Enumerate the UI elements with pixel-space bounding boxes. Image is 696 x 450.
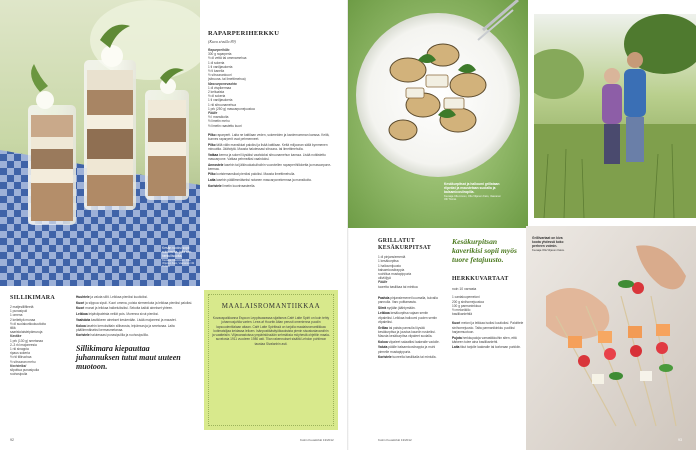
skewers-photo-caption <box>532 236 568 252</box>
ingredient-heading: Kastike <box>10 334 22 339</box>
ingredient: 1 cantaloupemeloni <box>452 295 480 300</box>
skewer-steps <box>452 321 526 349</box>
ingredient: ½ limetin mehu <box>208 119 230 124</box>
ingredient: 1 rkl sinappia <box>10 347 29 352</box>
recipe-step: Pilko koristemansikat pieniksi paloiksi. Mausta limettimehulla. <box>208 172 296 177</box>
ingredient: ½ limetin raastettu kuori <box>208 123 242 128</box>
zucchini-photo-caption-text: Kesäkurpitsat ja halloumi grillataan riipeäst ja maustetaan suolalla ja balsamicosiirapilla. <box>444 182 500 195</box>
skewer-column <box>452 238 526 351</box>
garden-couple-photo <box>534 14 696 218</box>
ingredient: ½ dl sokeria <box>208 94 226 99</box>
skewers-photo <box>526 226 696 450</box>
ingredient: oliiviöljyä <box>378 276 391 281</box>
ingredient-heading: Koristeiksi <box>10 363 27 368</box>
ingredient: 1 prk (130 g) smetanaa <box>10 338 43 343</box>
ingredient-heading: Päälle <box>378 280 388 285</box>
box-body: Kuvauspaikkanna Espoon Leppävaarassa sijaitseva Café Latte Spirit on kuin tehty juhannusjuhlia varten. Leea af Hourtin Aitan perusti omenienna puodin lapsuudentilalaan aitaan. Café Latte Spiritissä on tarjolla maalaisromantiikkaa kotimaisiljaa keidassa leiluen. Isänpostikäsityöikauksista pienin sisustustavaroihin ja vaatteisiin. Viljavarastoissa ympäristössään sehmäksia möyhestä ohjeltiin maala-suvelosta 1911 vuodeen 1980 asti. Tilan rakennukset sisältä Lehdon pohtimon taustaa Sivalanhin asti. <box>212 316 330 346</box>
skewers-photo-caption-text: Grillivartaat on kiva koota yhdessä koko perheen voimin. <box>532 236 564 249</box>
ingredient: ½ l mansikoita <box>208 115 229 120</box>
zucchini-steps <box>378 296 440 360</box>
ingredient: 1 halloumijuusto <box>378 263 402 268</box>
herring-steps-column <box>76 295 196 371</box>
herring-ingredient-list <box>10 305 72 376</box>
ingredient: 1 prk (250 g) mascarponejuustoa <box>208 106 255 111</box>
box-dotted-border <box>208 294 334 426</box>
recipe-step: Pujota herkkupaloja varrastikkuihin siten, että kärkeen tulee aina basilikanlehti. <box>452 335 517 344</box>
ingredient: tilliä <box>10 326 16 331</box>
recipe-step: Huuhtele ja valuta sillit. Leikkaa pieniksi kuutioiksi. <box>76 295 148 299</box>
recipe-step: Vaahdota kastikkeen ainekset keskenään. Lisää majoneesi ja maustet. <box>76 317 177 322</box>
recipe-step: Kokoa lasehin kerroksittain silliseosta, leipämuruja ja smetanaa. Laita päällimmäiseksi kermasmetanaa. <box>76 323 175 332</box>
recipe-step: Valuta päälle balsamicosiirappia ja muhi pirmelle mustapippuria. <box>378 345 436 354</box>
ingredient: 1 kesäkurpitsa <box>378 259 399 264</box>
rhubarb-recipe-title: RAPARPERIHERKKU <box>208 30 280 37</box>
right-page-number: 93 <box>678 438 682 442</box>
recipe-step: Laita lasehin päällimmäiseksi notanen mascarponekermaa ja mansikoita. <box>208 178 312 183</box>
recipe-step: Kuori meloni ja leikkaa isoiksi kuutioiksi. Paloittele sinihomejuusto. Taita parmanikinkku puoliksi harjanmuotoon. <box>452 321 524 334</box>
ingredient: ½ tl kanelia <box>208 69 225 74</box>
ingredient: ½ dl suolakurkkukuutioita <box>10 321 46 326</box>
recipe-step: Laita tikut tarjolle laakealle tai korkeaan purkkiin. <box>452 345 521 350</box>
ingredient: 1 tl vaniljasokeria <box>208 64 233 69</box>
left-magazine-footer: Kotiin Kuuskirkki 13/2012 <box>300 438 334 442</box>
ingredient: 2–3 rkl majoneesia <box>10 342 37 347</box>
ingredient: 1 dl pinjansiemeniä <box>378 255 406 260</box>
recipe-step: Vatkaa kerma ja sokeri löysäksi vaahdoksi sitruunamehun kanssa. Lisää notkistettu mascarpone. Vatkaa pehmeäksi vaahdoksi. <box>208 152 326 161</box>
ingredient: ripaus sokeria <box>10 351 30 356</box>
ingredient: 2 keitettyä munaa <box>10 317 36 322</box>
ingredient: ½ dl vettä tai omenamehua <box>208 56 247 61</box>
ingredient: 2 matjesillifileetä <box>10 305 34 309</box>
right-page <box>348 0 696 450</box>
ingredient: 2 keltuaista <box>208 90 225 95</box>
recipe-step: Paahda pinjansiemenet kuumalla, kuivalla pannulla. Varo polttamasta. <box>378 295 438 305</box>
zucchini-recipe <box>378 238 440 361</box>
recipe-step: Pilko raparperit. Laita ne kattilaan veden, sokereiden ja kardemumman kanssa. Keitä, kunnes raparperit ovat pehmenneet. <box>208 132 330 142</box>
page-spine-shadow <box>347 0 349 450</box>
left-page-number: 92 <box>10 438 14 442</box>
ingredient: ½ sitruunankuori <box>208 73 232 78</box>
box-title: MAALAISROMANTIIKKAA <box>221 302 321 310</box>
ingredient: 300 g raparperia <box>208 52 232 57</box>
ingredient: 100 g parmaninkkua <box>452 303 481 308</box>
ingredient: ruohosipulia <box>10 372 28 377</box>
ingredient-heading: Raparperihillo <box>208 48 230 52</box>
rhubarb-steps <box>208 133 336 188</box>
dessert-glasses-photo <box>0 0 200 286</box>
herring-recipe <box>10 295 72 376</box>
country-romance-box <box>204 290 338 430</box>
ingredient: ruohiltua mustapippuria <box>378 272 412 276</box>
ingredient: (sitruuna- tai limettimehua) <box>208 77 246 82</box>
rhubarb-recipe-subtitle: (Kuva sivulla 89) <box>208 39 236 44</box>
skewer-ingredient-list <box>452 295 526 316</box>
skewers-photo-caption-credit: Kuvaaja Olla Viljanen Katos. <box>532 248 565 252</box>
herring-recipe-title: SILLIKIMARA <box>10 295 55 301</box>
dessert-photo-caption-credit: Kuvaaja Ulla Anoux, Olla Viljanen Kato, Vaaranen Olli Tivimä. <box>162 258 195 269</box>
recipe-step: Kuori ja silppua sipuli. Kuori omena, poista siemenkota ja leikkaa pieniksi paloiksi. <box>76 300 193 305</box>
ingredient: ½ melonikiilo <box>452 308 471 312</box>
recipe-step: Koristele limetin kuorirraasteella. <box>208 183 256 188</box>
right-magazine-footer: Kotiin Kuuskirkki 13/2012 <box>378 438 412 442</box>
recipe-step: Kokoa viipaleet salaatiksi laakealle vadolle. <box>378 339 440 344</box>
ingredient: 1 dl sokeria <box>208 60 225 65</box>
dessert-photo-caption <box>162 246 196 269</box>
skewer-recipe-subtitle: noin 10 varrasta <box>452 287 477 292</box>
ingredient: 1 dl vispikermaa <box>208 85 232 90</box>
skewer-recipe-title: HERKKUVARTAAT <box>452 276 509 283</box>
ingredient: 1 punasipuli <box>10 309 28 314</box>
recipe-step: Siirrä syrjään jäähtymään. <box>378 305 416 310</box>
ingredient: basilikanlehtiä <box>452 312 473 317</box>
recipe-step: Kuori munat ja leikkaa halkeluiksiksi. Sekoita kaikki ainekset yhteen. <box>76 306 174 311</box>
ingredient: 200 g sinihomejuustoa <box>452 299 484 304</box>
zucchini-ingredient-list <box>378 255 440 289</box>
recipe-step: Koristele tuoreella basilikalla tai mintulla. <box>378 355 437 360</box>
recipe-step: Koristele halutessasi punasipulilla ja ruohosipulilla. <box>76 333 149 338</box>
ingredient: saaristolaisleipämuruja <box>10 330 43 335</box>
ingredient: tuoretta basilikaa tai minttua <box>378 284 418 289</box>
recipe-step: Grillaa tai paista pannulla löysää kesäkurpitsa ja juustoa kauniin ruskeiksi. Mausta kesäkurpitsa viipaleet suolalla. <box>378 325 436 338</box>
herring-pull-quote: Sillikimara kiepauttaa juhannuksen tutut maut uuteen muotoon. <box>76 343 181 372</box>
ingredient: 1 rkl sitruunamehua <box>208 102 236 107</box>
rhubarb-ingredient-list <box>208 48 336 128</box>
herring-steps <box>76 295 196 338</box>
ingredient: silpottua punasipulia <box>10 368 39 373</box>
recipe-step: Pilko tällä välin mansikkat paloiksi ja lisää kattilaan. Keitä miljoonan säilä kymmenen minuuttia. Jäähdytä. Mausta halutessasi sitruuna- tai limettimehulla. <box>208 142 328 151</box>
rhubarb-recipe <box>208 30 336 190</box>
zucchini-recipe-title: GRILLATUT KESÄKURPITSAT <box>378 238 432 251</box>
ingredient: 1 tl vaniljasokeria <box>208 98 233 103</box>
zucchini-photo-caption <box>444 182 504 201</box>
recipe-step: Leikkaa leipäviipaleista neliät pois. Murenna sivut pieniksi. <box>76 312 159 317</box>
ingredient-heading: Päälle <box>208 111 218 116</box>
dessert-photo-caption-text: Kesän vuoksi sopii suklaasilta, jolla sen herkullisuutta. <box>162 246 192 259</box>
ingredient-heading: Mascarponevaahto <box>208 81 237 86</box>
ingredient: 1 omena <box>10 313 23 318</box>
recipe-step: Annostele lasehin tai jälkiruokakulhoihin vuorotellen raparperihilloketta ja mascarpone-kermaa. <box>208 162 332 171</box>
ingredient: ½ sitruunan mehu <box>10 359 36 364</box>
recipe-step: Leikkaa kesäkurpitsa vajaan sentin viipaleiksi. Leikkaa halloumi puolen sentin viipaleiksi. <box>378 311 438 324</box>
zucchini-pull-quote: Kesäkurpitsan kaverikisi sopii myös tuore fetajuusto. <box>452 237 517 264</box>
ingredient: ½ rkl tilliruohoa <box>10 355 32 360</box>
ingredient: balsamicosiirappia <box>378 267 405 272</box>
zucchini-photo-caption-credit: Kuvaaja Ulla Anoux, Olla Viljanen Kato, Vaaranen Olli Tivimä. <box>444 194 502 201</box>
